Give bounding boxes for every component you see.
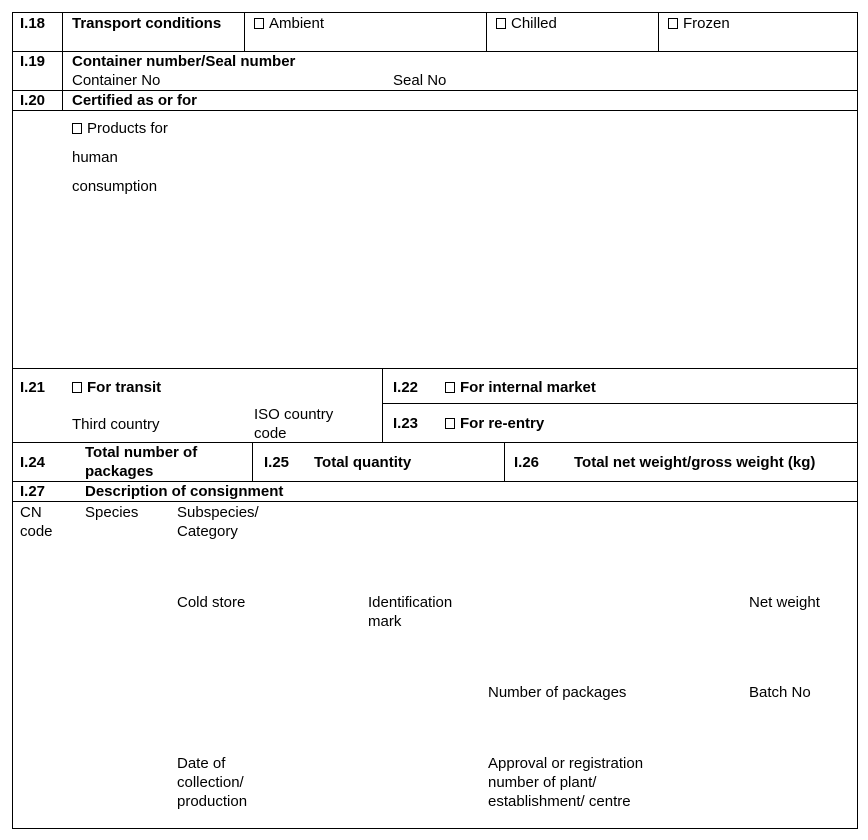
checkbox-icon[interactable]: [72, 382, 82, 393]
column-divider: [486, 12, 487, 52]
net-weight-label: Net weight: [749, 594, 820, 611]
container-no-label: Container No: [72, 72, 161, 89]
field-code-i21: I.21: [20, 379, 46, 396]
field-code-i19: I.19: [20, 53, 46, 70]
certified-as-label: Certified as or for: [72, 92, 198, 109]
option-internal-market[interactable]: For internal market: [445, 378, 596, 397]
total-packages-label: Total number of packages: [85, 444, 198, 480]
total-quantity-label: Total quantity: [314, 454, 412, 471]
field-code-i23: I.23: [393, 415, 419, 432]
description-label: Description of consignment: [85, 483, 284, 500]
batch-no-label: Batch No: [749, 684, 811, 701]
field-code-i26: I.26: [514, 454, 540, 471]
checkbox-icon[interactable]: [72, 123, 82, 134]
row-divider: [12, 368, 858, 369]
subspecies-label: Subspecies/ Category: [177, 504, 259, 540]
field-code-i25: I.25: [264, 454, 290, 471]
row-divider: [382, 403, 858, 404]
species-label: Species: [85, 504, 139, 521]
iso-country-code-label: ISO country code: [254, 406, 334, 442]
third-country-label: Third country: [72, 416, 160, 433]
column-divider: [244, 12, 245, 52]
field-code-i18: I.18: [20, 15, 46, 32]
seal-no-label: Seal No: [393, 72, 447, 89]
checkbox-icon[interactable]: [668, 18, 678, 29]
approval-number-label: Approval or registration number of plant/ establishment/ centre: [488, 755, 644, 810]
identification-mark-label: Identification mark: [368, 594, 453, 630]
cold-store-label: Cold store: [177, 594, 246, 611]
option-for-transit[interactable]: For transit: [72, 378, 161, 397]
row-divider: [12, 110, 858, 111]
column-divider: [658, 12, 659, 52]
checkbox-icon[interactable]: [496, 18, 506, 29]
number-of-packages-label: Number of packages: [488, 684, 627, 701]
column-divider: [62, 12, 63, 111]
row-divider: [12, 501, 858, 502]
option-re-entry[interactable]: For re-entry: [445, 414, 544, 433]
total-weight-label: Total net weight/gross weight (kg): [574, 454, 816, 471]
cn-code-label: CN code: [20, 504, 53, 540]
checkbox-icon[interactable]: [445, 418, 455, 429]
checkbox-icon[interactable]: [254, 18, 264, 29]
option-ambient[interactable]: Ambient: [254, 14, 324, 33]
field-code-i27: I.27: [20, 483, 46, 500]
column-divider: [252, 442, 253, 482]
option-human-consumption[interactable]: Products for human consumption: [72, 120, 168, 195]
field-code-i20: I.20: [20, 92, 46, 109]
checkbox-icon[interactable]: [445, 382, 455, 393]
field-code-i22: I.22: [393, 379, 419, 396]
option-frozen[interactable]: Frozen: [668, 14, 730, 33]
field-code-i24: I.24: [20, 454, 46, 471]
option-chilled[interactable]: Chilled: [496, 14, 557, 33]
container-seal-label: Container number/Seal number: [72, 53, 296, 70]
column-divider: [504, 442, 505, 482]
date-of-collection-label: Date of collection/ production: [177, 755, 248, 810]
column-divider: [382, 368, 383, 443]
transport-conditions-label: Transport conditions: [72, 15, 222, 32]
